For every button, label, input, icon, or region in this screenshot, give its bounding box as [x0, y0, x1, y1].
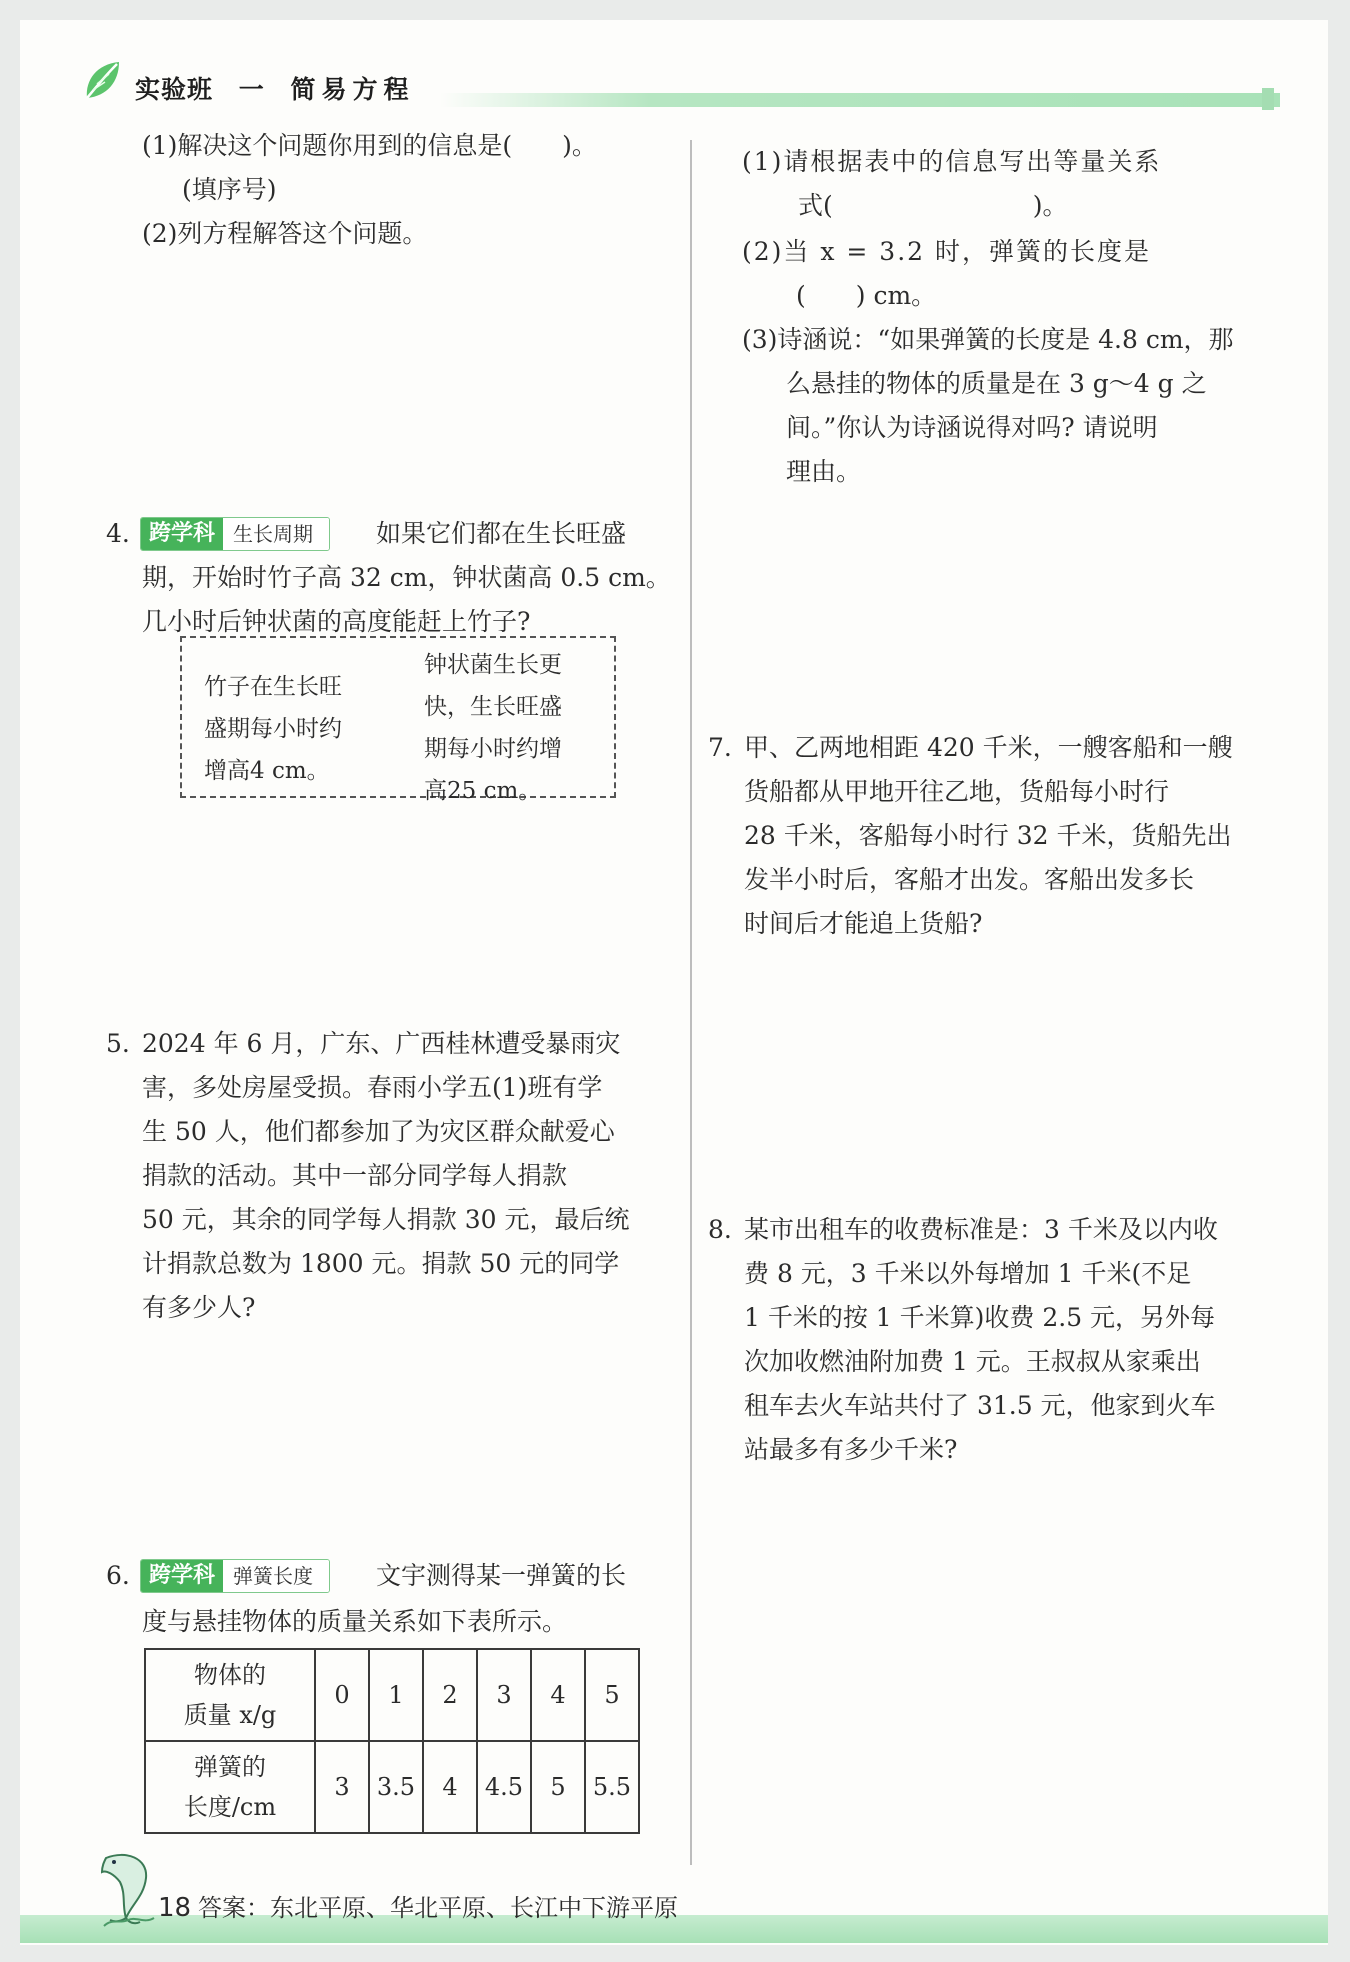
q6-length-cell: 3.5	[369, 1741, 423, 1833]
q5-number: 5.	[106, 1029, 130, 1058]
q8-line-1: 某市出租车的收费标准是：3 千米及以内收	[744, 1215, 1218, 1244]
q6-length-cell: 4	[423, 1741, 477, 1833]
page-number: 18	[158, 1893, 192, 1923]
q6-part3-line3: 间。”你认为诗涵说得对吗? 请说明	[786, 413, 1158, 442]
q5-line-7: 有多少人?	[142, 1293, 256, 1322]
q6-table-row-length	[145, 1741, 639, 1833]
header-section: 实验班	[135, 75, 214, 104]
q6-head-mass-2: 质量 x/g	[183, 1701, 277, 1729]
q6-part2-line2: ( ) cm。	[796, 281, 937, 310]
footer-answer: 答案：东北平原、华北平原、长江中下游平原	[198, 1894, 678, 1922]
header-band	[440, 93, 1280, 107]
q6-mass-cell: 3	[477, 1649, 531, 1741]
q6-tag	[140, 1559, 330, 1593]
q6-part3-line2: 么悬挂的物体的质量是在 3 g～4 g 之	[786, 369, 1207, 398]
q6-mass-cell: 0	[315, 1649, 369, 1741]
q6-head-mass-1: 物体的	[194, 1661, 266, 1689]
q5-line-2: 害，多处房屋受损。春雨小学五(1)班有学	[142, 1073, 603, 1102]
header-dash: 一	[238, 75, 265, 104]
q4-note-left-1: 竹子在生长旺	[204, 674, 342, 700]
leaf-icon	[83, 60, 123, 102]
dolphin-icon	[96, 1848, 162, 1928]
q4-number: 4.	[106, 519, 130, 548]
q5-line-4: 捐款的活动。其中一部分同学每人捐款	[142, 1161, 568, 1190]
q5-line-3: 生 50 人，他们都参加了为灾区群众献爱心	[142, 1117, 615, 1146]
q3-part2: (2)列方程解答这个问题。	[142, 219, 428, 248]
header-topic: 简易方程	[290, 75, 415, 104]
q7-line-3: 28 千米，客船每小时行 32 千米，货船先出	[744, 821, 1232, 850]
q4-note-right-2: 快，生长旺盛	[424, 694, 562, 720]
q6-head-length-1: 弹簧的	[194, 1753, 266, 1781]
q6-table	[144, 1648, 640, 1834]
q6-head-length-2: 长度/cm	[183, 1793, 277, 1821]
q4-note-left-2: 盛期每小时约	[204, 716, 342, 742]
q4-note-right-3: 期每小时约增	[424, 736, 562, 762]
q5-line-1: 2024 年 6 月，广东、广西桂林遭受暴雨灾	[142, 1029, 621, 1058]
q7-number: 7.	[708, 733, 732, 762]
q6-length-cell: 5	[531, 1741, 585, 1833]
q6-part1-line1: (1)请根据表中的信息写出等量关系	[742, 147, 1162, 176]
q4-line-1: 如果它们都在生长旺盛	[376, 519, 627, 548]
q6-line-1: 文宇测得某一弹簧的长	[376, 1561, 627, 1590]
q6-part3-line4: 理由。	[786, 457, 862, 486]
q4-tag-main: 跨学科	[141, 518, 223, 550]
q6-mass-cell: 2	[423, 1649, 477, 1741]
q5-line-6: 计捐款总数为 1800 元。捐款 50 元的同学	[142, 1249, 620, 1278]
q6-table-head-length	[145, 1741, 315, 1833]
q7-line-5: 时间后才能追上货船?	[744, 909, 983, 938]
q6-part2-line1: (2)当 x = 3.2 时，弹簧的长度是	[742, 237, 1152, 266]
q4-tag	[140, 517, 330, 551]
q6-table-head-mass	[145, 1649, 315, 1741]
q7-line-2: 货船都从甲地开往乙地，货船每小时行	[744, 777, 1170, 806]
q4-note-left-3: 增高4 cm。	[204, 758, 330, 784]
q6-tag-main: 跨学科	[141, 1560, 223, 1592]
q6-part1-line2: 式( )。	[798, 191, 1068, 220]
q8-line-3: 1 千米的按 1 千米算)收费 2.5 元，另外每	[744, 1303, 1216, 1332]
q4-tag-sub: 生长周期	[223, 518, 329, 550]
q6-line-2: 度与悬挂物体的质量关系如下表所示。	[142, 1607, 568, 1636]
q6-tag-sub: 弹簧长度	[223, 1560, 329, 1592]
q6-length-cell: 3	[315, 1741, 369, 1833]
worksheet-page	[20, 20, 1328, 1945]
q8-line-5: 租车去火车站共付了 31.5 元，他家到火车	[744, 1391, 1216, 1420]
header-marker	[1262, 88, 1274, 110]
q6-mass-cell: 4	[531, 1649, 585, 1741]
q4-line-2: 期，开始时竹子高 32 cm，钟状菌高 0.5 cm。	[142, 563, 671, 592]
column-divider	[690, 140, 692, 1865]
q6-length-cell: 5.5	[585, 1741, 639, 1833]
q7-line-1: 甲、乙两地相距 420 千米，一艘客船和一艘	[744, 733, 1233, 762]
q5-line-5: 50 元，其余的同学每人捐款 30 元，最后统	[142, 1205, 630, 1234]
q6-table-row-mass	[145, 1649, 639, 1741]
q7-line-4: 发半小时后，客船才出发。客船出发多长	[744, 865, 1195, 894]
q3-part1-line1: (1)解决这个问题你用到的信息是( )。	[142, 131, 597, 160]
q4-note-right-4: 高25 cm。	[424, 778, 542, 804]
q6-mass-cell: 1	[369, 1649, 423, 1741]
q6-number: 6.	[106, 1561, 130, 1590]
q6-mass-cell: 5	[585, 1649, 639, 1741]
q8-line-2: 费 8 元，3 千米以外每增加 1 千米(不足	[744, 1259, 1192, 1288]
q4-note-right-1: 钟状菌生长更	[424, 652, 562, 678]
q6-part3-line1: (3)诗涵说：“如果弹簧的长度是 4.8 cm，那	[742, 325, 1234, 354]
page-header	[135, 70, 414, 106]
q8-line-6: 站最多有多少千米?	[744, 1435, 958, 1464]
q4-line-3: 几小时后钟状菌的高度能赶上竹子?	[142, 607, 531, 636]
q8-line-4: 次加收燃油附加费 1 元。王叔叔从家乘出	[744, 1347, 1201, 1376]
q6-length-cell: 4.5	[477, 1741, 531, 1833]
q3-part1-line2: (填序号)	[182, 175, 277, 204]
q8-number: 8.	[708, 1215, 732, 1244]
